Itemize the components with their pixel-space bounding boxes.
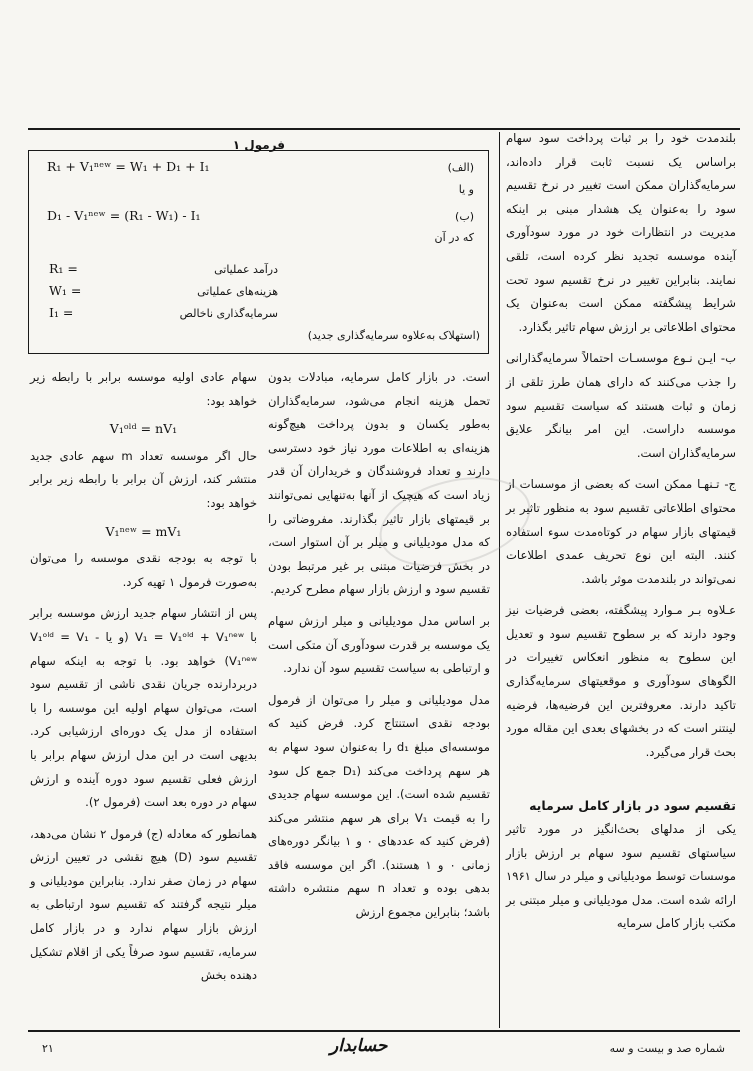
equation-v-new: V₁ⁿᵉʷ = mV₁ [105, 523, 182, 539]
def-text-w: هزینه‌های عملیاتی [197, 285, 278, 298]
formula-box [28, 150, 489, 354]
paragraph: سهام عادی اولیه موسسه برابر با رابطه زیر خواهد بود: [30, 370, 257, 408]
equation-v-old: V₁ᵒˡᵈ = nV₁ [109, 421, 178, 437]
paragraph: حال اگر موسسه تعداد m سهم عادی جدید منتشر کند، ارزش آن برابر با رابطه زیر برابر خواهد بود: [30, 448, 257, 510]
middle-column [268, 366, 490, 925]
paragraph: عـلاوه بـر مـوارد پیشگفته، بعضی فرضیات نیز وجود دارند که بر سطوح تقسیم سود و تعدیل این سطوح به منظور انعکاس تغییرات در الگوهای سودآوری و موقعیتهای سرمایه‌گذاری تاکید دارند. معروفترین این فرضیه‌ها، فرضیه لینتنر است که در بخشهای بعدی این مقاله مورد بحث قرار می‌گیرد. [506, 603, 736, 759]
def-text-i: سرمایه‌گذاری ناخالص [179, 307, 278, 320]
def-symbol-i: I₁ = [49, 305, 74, 320]
paragraph: بر اساس مدل مودیلیانی و میلر ارزش سهام یک موسسه بر قدرت سودآوری آن متکی است و ارتباطی به سیاست تقسیم سود آن ندارد. [268, 613, 490, 676]
formula-label-a: (الف) [447, 161, 474, 174]
right-column [506, 127, 736, 936]
paragraph: ج- تـنهـا ممکن است که بعضی از موسسات از محتوای اطلاعاتی تقسیم سود به منظور تاثیر بر قیمتهای بازار سهام در کوتاه‌مدت سوء استفاده کنند. البته این نوع تحریف عمدی اطلاعات نمی‌تواند در بلندمدت موثر باشد. [506, 477, 736, 586]
formula-eq-b: D₁ - V₁ⁿᵉʷ = (R₁ - W₁) - I₁ [47, 208, 201, 223]
paragraph: مدل مودیلیانی و میلر را می‌توان از فرمول بودجه نقدی استنتاج کرد. فرض کنید که موسسه‌ای مبلغ d₁ را به‌عنوان سود سهام به هر سهم پرداخت می‌کند (D₁ جمع کل سود تقسیم شده است). این موسسه سهام جدیدی را به قیمت V₁ برای هر سهم منتشر می‌کند (فرض کنید که عددهای ۰ و ۱ بیانگر دوره‌های زمانی ۰ و ۱ هستند). اگر این موسسه فاقد بدهی بوده و تعداد n سهم منتشره داشته باشد؛ بنابراین مجموع ارزش [268, 692, 491, 920]
column-divider-right [499, 132, 500, 1028]
formula-title: فرمول ۱ [232, 138, 285, 152]
issue-number: شماره صد و بیست و سه [609, 1042, 725, 1055]
paragraph: یکی از مدلهای بحث‌انگیز در مورد تاثیر سیاستهای تقسیم سود سهام بر ارزش بازار موسسات توسط مودیلیانی و میلر در سال ۱۹۶۱ ارائه شده است. مدل مودیلیانی و میلر مبتنی بر مکتب بازار کامل سرمایه [506, 822, 736, 931]
formula-label-b: (ب) [455, 210, 474, 223]
formula-label-where: که در آن [434, 231, 474, 244]
def-note: (استهلاک به‌علاوه سرمایه‌گذاری جدید) [307, 329, 480, 342]
paragraph: با توجه به بودجه نقدی موسسه را می‌توان به‌صورت فرمول ۱ تهیه کرد. [30, 551, 257, 589]
paragraph: است. در بازار کامل سرمایه، مبادلات بدون تحمل هزینه انجام می‌شود، سرمایه‌گذاران به‌طور یکسان و بدون پرداخت هیچ‌گونه هزینه‌ای به اطلاعات مورد نیاز خود دسترسی دارند و تعداد فروشندگان و خریداران آن قدر زیاد است که هیچیک از آنها به‌تنهایی نمی‌توانند بر قیمتهای بازار تاثیر بگذارند. مفروضاتی را که مدل مودیلیانی و میلر بر آن استوار است، در بخش فرضیات مبتنی بر غیر مرتبط بودن تقسیم سود و ارزش بازار سهام مطرح کردیم. [268, 370, 490, 597]
def-symbol-r: R₁ = [49, 261, 78, 276]
def-symbol-w: W₁ = [49, 283, 82, 298]
paragraph: بلندمدت خود را بر ثبات پرداخت سود سهام براساس یک نسبت ثابت قرار داده‌اند، سرمایه‌گذاران ممکن است تغییر در نرخ تقسیم سود را به‌عنوان یک هشدار مبنی بر اینکه مدیریت در انتظارات خود در مورد سودآوری آینده موسسه تجدید نظر کرده است، تلقی نمایند. بنابراین تغییر در نرخ تقسیم سود تحت شرایط پیشگفته ممکن است به‌عنوان یک محتوای اطلاعاتی بر ارزش سهام تاثیر بگذارد. [506, 131, 736, 334]
section-heading: تقسیم سود در بازار کامل سرمایه [529, 798, 736, 814]
paragraph: ب- ایـن نـوع موسسـات احتمالاً سرمایه‌گذارانی را جذب می‌کنند که دارای همان طرز تلقی از زمان و ثبات هستند که سیاست تقسیم سود موسسه داراست. این امر بیانگر علایق سرمایه‌گذاران است. [506, 351, 736, 460]
formula-eq-a: R₁ + V₁ⁿᵉʷ = W₁ + D₁ + I₁ [47, 159, 210, 174]
footer-rule [28, 1030, 740, 1032]
page-number: ۲۱ [42, 1042, 54, 1055]
paragraph: همانطور که معادله (ج) فرمول ۲ نشان می‌دهد، تقسیم سود (D) هیچ نقشی در تعیین ارزش سهام در زمان صفر ندارد. بنابراین مودیلیانی و میلر نتیجه گرفتند که تقسیم سود ارتباطی به ارزش بازار سهام ندارد و در بازار کامل سرمایه، تقسیم سود صرفاً یکی از اقلام تشکیل دهنده بخش [30, 826, 257, 983]
formula-label-or: و یا [458, 183, 474, 196]
magazine-logo: حسابدار [330, 1036, 388, 1056]
left-column [30, 366, 257, 988]
paragraph: پس از انتشار سهام جدید ارزش موسسه برابر با V₁ = V₁ᵒˡᵈ + V₁ⁿᵉʷ (و یا V₁ᵒˡᵈ = V₁ - V₁ⁿᵉʷ) خواهد بود. با توجه به اینکه سهام دربردارنده جریان نقدی ناشی از تقسیم سود است، می‌توان سهام اولیه این موسسه را با استفاده از مدل یک دوره‌ای ارزشیابی کرد. بدیهی است در این مدل ارزش سهام برابر با ارزش فعلی تقسیم سود دوره آینده و ارزش سهام در دوره بعد است (فرمول ۲). [30, 606, 258, 810]
def-text-r: درآمد عملیاتی [214, 263, 278, 276]
